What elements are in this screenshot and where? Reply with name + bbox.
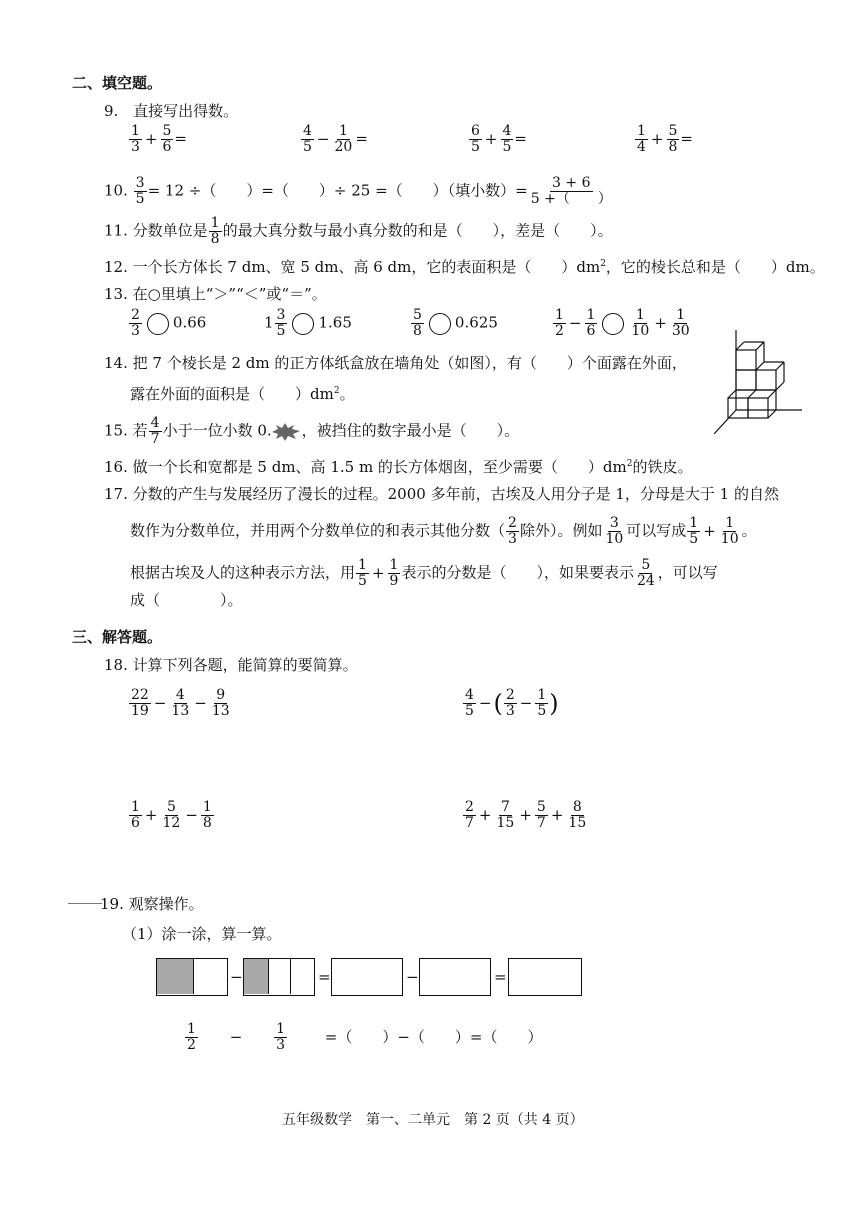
minus-sign: − (230, 968, 243, 986)
question-18: 18. 计算下列各题，能简算的要简算。 (104, 656, 358, 674)
question-17-line-2: 数作为分数单位，并用两个分数单位的和表示其他分数（ $\frac{2}{3}$ 除外）。例如 $\frac{3}{10}$ 可以写成 $\frac{1}{5}$ + $\frac{1}{10}$ 。 (130, 515, 757, 547)
compare-circle[interactable] (147, 313, 169, 335)
question-13: 13. 在○里填上“＞”“＜”或“＝”。 (104, 285, 327, 303)
q19-fraction-equation: $\frac{1}{2}$ − $\frac{1}{3}$ =（ ）−（ ）=（ ） (187, 1021, 543, 1053)
q18-expr-1: $\frac{22}{19}$ − $\frac{4}{13}$ − $\frac{9}{13}$ (131, 687, 230, 719)
q9-item-3: $\frac{6}{5}$ + $\frac{4}{5}$ = (471, 123, 527, 155)
q13-compare-2: 1 $\frac{3}{5}$ 1.65 (264, 307, 352, 339)
scan-line (68, 903, 102, 904)
compare-circle[interactable] (429, 313, 451, 335)
question-14-line-2: 露在外面的面积是（ ）$dm^2$。 (130, 385, 355, 403)
question-9 (104, 100, 238, 122)
rect-blank-3[interactable] (508, 958, 582, 996)
q18-expr-2: $\frac{4}{5}$ −( $\frac{2}{3}$ − $\frac{1}{5}$ ) (465, 687, 559, 719)
question-19-sub-1: （1）涂一涂，算一算。 (122, 925, 282, 943)
rect-blank-2[interactable] (419, 958, 491, 996)
corner-cubes-figure (712, 330, 812, 434)
q9-item-4: $\frac{1}{4}$ + $\frac{5}{8}$ = (637, 123, 693, 155)
section-title-solve: 三、解答题。 (72, 628, 163, 646)
page-footer: 五年级数学 第一、二单元 第 2 页（共 4 页） (282, 1112, 584, 1128)
question-14: 14. 把 7 个棱长是 2 dm 的正方体纸盒放在墙角处（如图），有（ ）个面露在外面， (104, 354, 687, 372)
question-12: 12. 一个长方体长 7 dm、宽 5 dm、高 6 dm，它的表面积是（ ）$dm^2$，它的棱长总和是（ ）dm。 (104, 258, 825, 276)
question-15: 15. 若 $\frac{4}{7}$ 小于一位小数 0. ，被挡住的数字最小是（ ）。 (104, 415, 520, 447)
question-19: 19. 观察操作。 (100, 895, 204, 913)
section-title-fill-in: 二、填空题。 (72, 74, 163, 92)
rect-blank-1[interactable] (331, 958, 403, 996)
compare-circle[interactable] (292, 313, 314, 335)
rect-thirds[interactable] (243, 958, 315, 996)
compare-circle[interactable] (602, 313, 624, 335)
question-number: 10. (104, 181, 128, 200)
question-17: 17. 分数的产生与发展经历了漫长的过程。2000 多年前，古埃及人用分子是 1，分母是大于 1 的自然 (104, 485, 779, 503)
q9-item-1: $\frac{1}{3}$ + $\frac{5}{6}$ = (131, 123, 187, 155)
blot-icon (272, 423, 302, 441)
question-number: 9. (104, 102, 119, 120)
q18-expr-4: $\frac{2}{7}$ + $\frac{7}{15}$ + $\frac{5}{7}$ + $\frac{8}{15}$ (465, 799, 587, 831)
q13-compare-4: $\frac{1}{2}$ − $\frac{1}{6}$ $\frac{1}{10}$ + $\frac{1}{30}$ (555, 307, 690, 339)
q9-item-2: $\frac{4}{5}$ − $\frac{1}{20}$ = (303, 123, 368, 155)
minus-sign: − (406, 968, 419, 986)
q13-compare-3: $\frac{5}{8}$ 0.625 (413, 307, 498, 339)
equals-sign: = (494, 968, 507, 986)
question-17-line-3: 根据古埃及人的这种表示方法，用 $\frac{1}{5}$ + $\frac{1}{9}$ 表示的分数是（ ），如果要表示 $\frac{5}{24}$ ，可以写 (130, 557, 718, 589)
rect-halves[interactable] (156, 958, 228, 996)
question-text: 直接写出得数。 (133, 102, 239, 120)
q18-expr-3: $\frac{1}{6}$ + $\frac{5}{12}$ − $\frac{1}{8}$ (131, 799, 212, 831)
question-17-line-4: 成（ ）。 (130, 591, 243, 609)
question-11: 11. 分数单位是 $\frac{1}{8}$ 的最大真分数与最小真分数的和是（ ），差是（ ）。 (104, 215, 613, 247)
question-16: 16. 做一个长和宽都是 5 dm、高 1.5 m 的长方体烟囱，至少需要（ ）$dm^2$的铁皮。 (104, 458, 693, 476)
question-10: 10. $\frac{3}{5}$ = 12 ÷（ ）=（ ）÷ 25 =（ ）（填小数）= $\frac{3 + 6}{5 +( )}$ (104, 175, 612, 207)
equals-sign: = (318, 968, 331, 986)
q13-compare-1: $\frac{2}{3}$ 0.66 (131, 307, 207, 339)
